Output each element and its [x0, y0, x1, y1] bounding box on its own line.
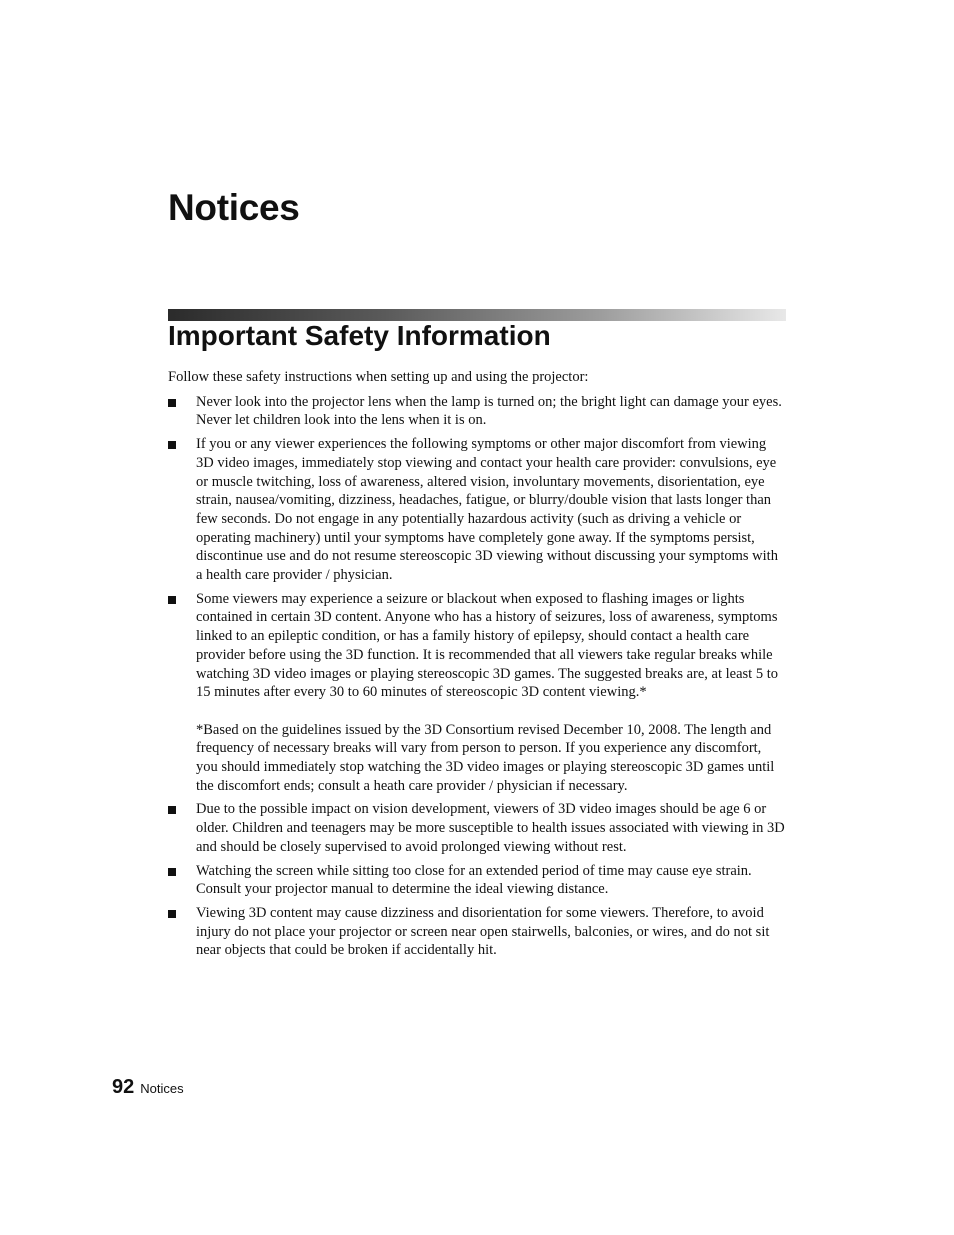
bullet-text: Some viewers may experience a seizure or blackout when exposed to flashing images or lights contained in certain 3D content. Anyone who has a history of seizures, loss of awareness, symptoms linked to an epileptic condition, or has a family history of epilepsy, should contact a health care provider before using the 3D function. It is recommended that all viewers take regular breaks while watching 3D video images or playing stereoscopic 3D games. The suggested breaks are, at least 5 to 15 minutes after every 30 to 60 minutes of stereoscopic 3D content viewing.*: [196, 590, 778, 701]
bullet-text: Never look into the projector lens when the lamp is turned on; the bright light can damage your eyes. Never let children look into the lens when it is on.: [196, 393, 782, 429]
bullet-text: Due to the possible impact on vision development, viewers of 3D video images should be age 6 or older. Children and teenagers may be more susceptible to health issues associated with viewing in 3D and should be closely supervised to avoid prolonged viewing without rest.: [196, 801, 785, 855]
square-bullet-icon: [168, 399, 176, 407]
list-item: [168, 862, 786, 899]
footnote-text: *Based on the guidelines issued by the 3D Consortium revised December 10, 2008. The length and frequency of necessary breaks will vary from person to person. If you experience any discomfort, you should immediately stop watching the 3D video images or playing stereoscopic 3D games until the discomfort ends; consult a heath care provider / physician if necessary.: [196, 721, 775, 794]
list-item: [168, 393, 786, 430]
safety-content: [168, 368, 786, 965]
page-title: Notices: [168, 187, 300, 228]
square-bullet-icon: [168, 596, 176, 604]
square-bullet-icon: [168, 806, 176, 814]
page-footer: [112, 1076, 184, 1099]
bullet-text: Viewing 3D content may cause dizziness and disorientation for some viewers. Therefore, to avoid injury do not place your projector or screen near open stairwells, balconies, or wires, and do not sit near objects that could be broken if accidentally hit.: [196, 904, 770, 959]
list-item: [168, 800, 786, 856]
bullet-text: If you or any viewer experiences the following symptoms or other major discomfort from viewing 3D video images, immediately stop viewing and contact your health care provider: convulsions, eye or muscle twitching, loss of awareness, altered vision, involuntary movements, disorientation, eye strain, nausea/vomiting, dizziness, headaches, fatigue, or blurry/double vision that lasts longer than few seconds. Do not engage in any potentially hazardous activity (such as driving a vehicle or operating machinery) until your symptoms have completely gone away. If the symptoms persist, discontinue use and do not resume stereoscopic 3D viewing without discussing your symptoms with a health care provider / physician.: [196, 436, 778, 584]
bullet-text: Watching the screen while sitting too close for an extended period of time may cause eye strain. Consult your projector manual to determine the ideal viewing distance.: [196, 862, 752, 898]
footer-section-label: Notices: [140, 1081, 184, 1096]
list-item: [168, 904, 786, 960]
square-bullet-icon: [168, 910, 176, 918]
safety-bullet-list: [168, 393, 786, 960]
page-number: 92: [112, 1076, 135, 1098]
square-bullet-icon: [168, 868, 176, 876]
list-item: [168, 435, 786, 585]
square-bullet-icon: [168, 441, 176, 449]
section-title: Important Safety Information: [168, 320, 551, 351]
list-item: [168, 590, 786, 796]
intro-text: Follow these safety instructions when setting up and using the projector:: [168, 369, 589, 385]
